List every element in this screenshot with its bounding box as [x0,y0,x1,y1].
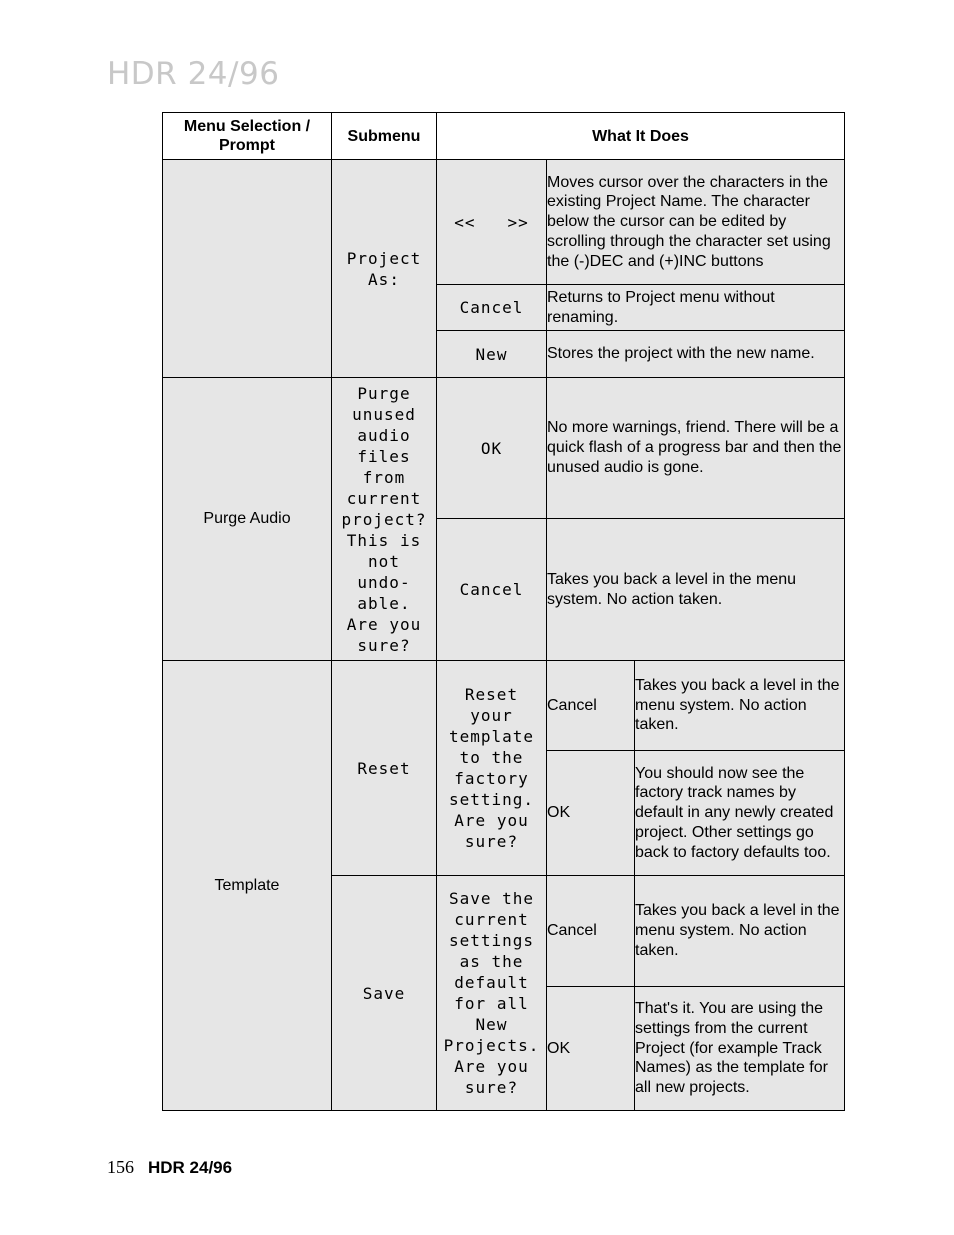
option-cancel: Cancel [547,661,635,751]
description-ok: That's it. You are using the settings from the current Project (for example Track Names) as the template for all new projects. [635,987,845,1111]
page-number: 156 [107,1157,134,1177]
table-row [163,160,845,285]
submenu-save: Save [332,876,437,1111]
description-ok: No more warnings, friend. There will be a quick flash of a progress bar and then the unused audio is gone. [547,378,845,519]
description-cancel: Returns to Project menu without renaming. [547,285,845,331]
table-row [163,378,845,519]
page-header-title: HDR 24/96 [107,56,280,92]
option-ok: OK [547,751,635,876]
submenu-reset: Reset [332,661,437,876]
description-cancel: Takes you back a level in the menu system. No action taken. [547,519,845,661]
page-footer [107,1157,232,1178]
option-cancel: Cancel [437,285,547,331]
column-header-submenu: Submenu [332,113,437,160]
prompt-save: Save the current settings as the default for all New Projects. Are you sure? [437,876,547,1111]
menu-cell-empty [163,160,332,378]
description-ok: You should now see the factory track names by default in any newly created project. Other settings go back to factory defaults too. [635,751,845,876]
menu-reference-table [162,112,845,1111]
column-header-menu: Menu Selection / Prompt [163,113,332,160]
option-cancel: Cancel [437,519,547,661]
table-row [163,661,845,751]
menu-template: Template [163,661,332,1111]
table-header-row [163,113,845,160]
description-cancel: Takes you back a level in the menu system. No action taken. [635,661,845,751]
footer-title: HDR 24/96 [148,1158,233,1177]
option-cancel: Cancel [547,876,635,987]
submenu-project-as: Project As: [332,160,437,378]
option-cursor-arrows: << >> [437,160,547,285]
option-ok: OK [547,987,635,1111]
description-new: Stores the project with the new name. [547,331,845,378]
prompt-purge-audio: Purge unused audio files from current project? This is not undo-able. Are you sure? [332,378,437,661]
prompt-reset: Reset your template to the factory setting. Are you sure? [437,661,547,876]
description-cursor-arrows: Moves cursor over the characters in the existing Project Name. The character below the cursor can be edited by scrolling through the character set using the (-)DEC and (+)INC buttons [547,160,845,285]
option-new: New [437,331,547,378]
menu-purge-audio: Purge Audio [163,378,332,661]
description-cancel: Takes you back a level in the menu system. No action taken. [635,876,845,987]
option-ok: OK [437,378,547,519]
column-header-what-it-does: What It Does [437,113,845,160]
